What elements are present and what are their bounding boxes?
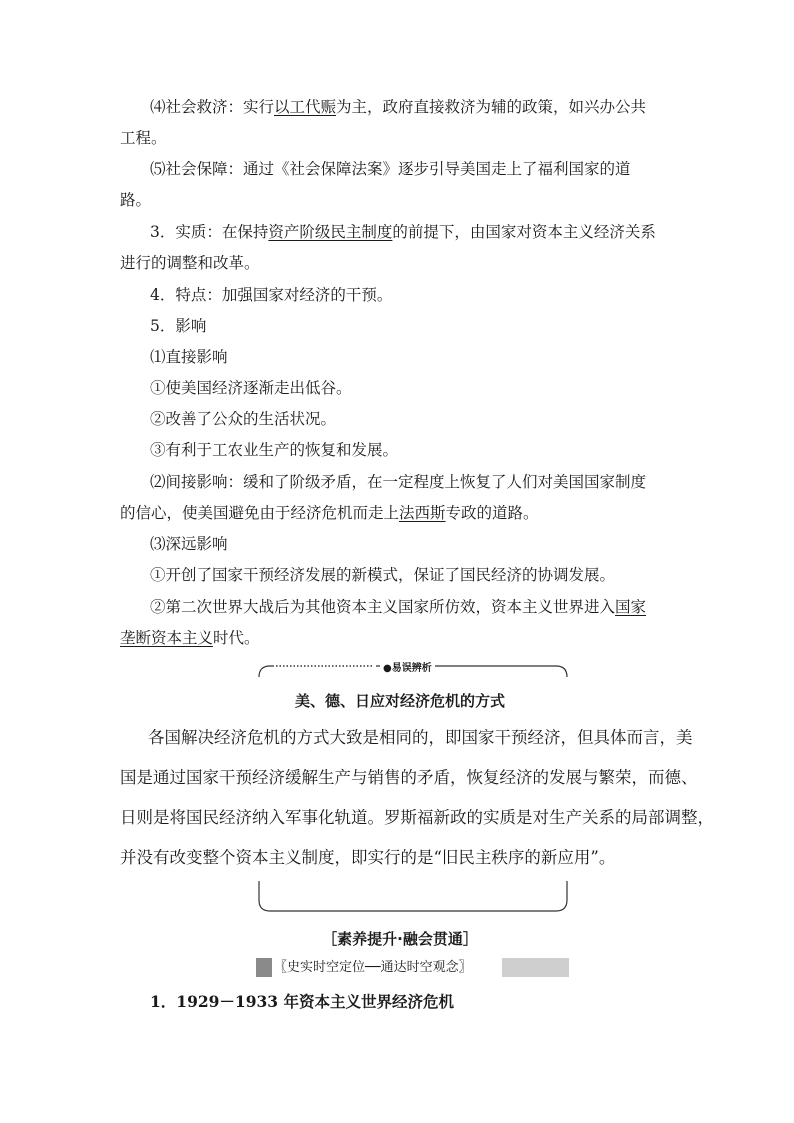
text-line: ③有利于工农业生产的恢复和发展。 [150, 441, 399, 459]
text-segment: ②第二次世界大战后为其他资本主义国家所仿效，资本主义世界进入 [150, 598, 616, 616]
text-segment: 为主，政府直接救济为辅的政策，如兴办公共 [336, 98, 647, 116]
text-line: ⑶深远影响 [150, 535, 228, 553]
box-tag: ●易误辨析 [380, 659, 435, 674]
text-line [120, 628, 680, 648]
text-segment: 的前提下，由国家对资本主义经济关系 [392, 223, 656, 241]
underlined-term: 资产阶级民主制度 [268, 223, 393, 241]
section-banner [256, 958, 569, 977]
text-line [120, 503, 680, 523]
text-line: ①开创了国家干预经济发展的新模式，保证了国民经济的协调发展。 [150, 566, 616, 584]
text-line [150, 597, 680, 617]
underlined-term: 以工代赈 [274, 98, 337, 116]
text-line: 5．影响 [150, 317, 207, 335]
text-line: ⑴直接影响 [150, 348, 228, 366]
box-paragraph-line: 并没有改变整个资本主义制度，即实行的是“旧民主秩序的新应用”。 [120, 848, 616, 867]
text-segment: ⑷社会救济：实行 [150, 98, 275, 116]
text-segment: 的信心，使美国避免由于经济危机而走上 [120, 504, 400, 522]
box-tag-text: 易误辨析 [391, 663, 432, 674]
text-line [150, 97, 680, 117]
box-paragraph-line: 日则是将国民经济纳入军事化轨道。罗斯福新政的实质是对生产关系的局部调整， [120, 808, 714, 827]
text-line: ①使美国经济逐渐走出低谷。 [150, 379, 352, 397]
text-line: 工程。 [120, 129, 167, 147]
text-line: 4．特点：加强国家对经济的干预。 [150, 286, 393, 304]
underlined-term: 垄断资本主义 [120, 629, 214, 647]
section-title: ［素养提升·融会贯通］ [322, 930, 478, 948]
underlined-term: 法西斯 [399, 504, 446, 522]
box-paragraph-line: 各国解决经济危机的方式大致是相同的，即国家干预经济，但具体而言，美 [148, 728, 693, 747]
text-line [150, 222, 680, 242]
banner-text: 〖史实时空定位──通达时空观念〗 [274, 960, 472, 975]
text-segment: 专政的道路。 [445, 504, 539, 522]
banner-left-block [256, 958, 272, 977]
box-bottom-border [258, 880, 568, 912]
box-paragraph-line: 国是通过国家干预经济缓解生产与销售的矛盾，恢复经济的发展与繁荣，而德、 [120, 768, 698, 787]
box-title: 美、德、日应对经济危机的方式 [294, 692, 505, 710]
text-line: 路。 [120, 191, 152, 209]
banner-right-block [502, 958, 569, 977]
subsection-heading: 1．1929－1933 年资本主义世界经济危机 [150, 992, 454, 1011]
text-line: ⑵间接影响：缓和了阶级矛盾，在一定程度上恢复了人们对美国国家制度 [150, 473, 647, 491]
text-segment: 3．实质：在保持 [150, 223, 269, 241]
text-line: ⑸社会保障：通过《社会保障法案》逐步引导美国走上了福利国家的道 [150, 160, 631, 178]
text-line: ②改善了公众的生活状况。 [150, 410, 337, 428]
text-segment: 时代。 [213, 629, 260, 647]
text-line: 进行的调整和改革。 [120, 254, 260, 272]
underlined-term: 国家 [615, 598, 647, 616]
